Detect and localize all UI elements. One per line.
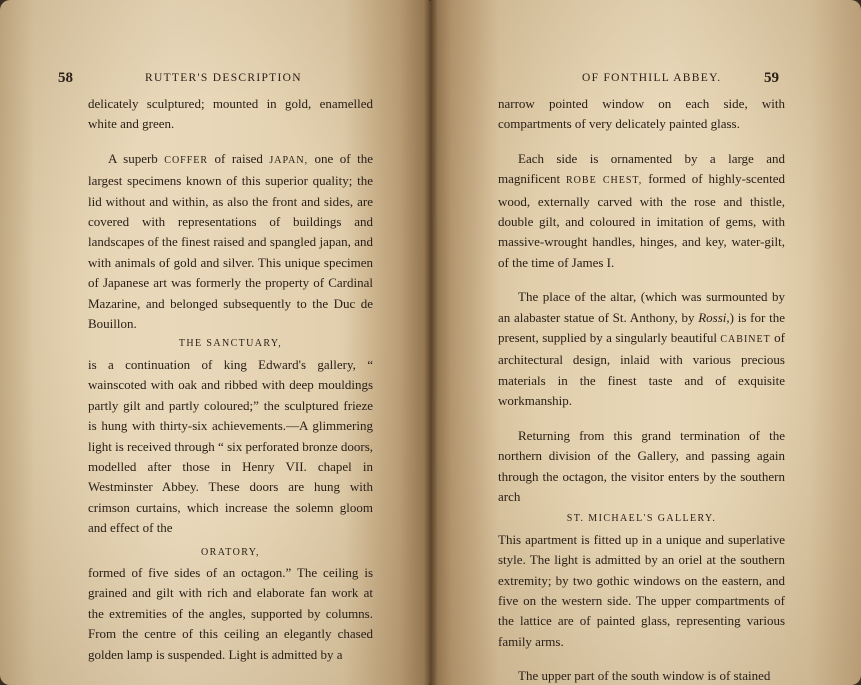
paragraph: formed of five sides of an octagon.” The ceiling is grained and gilt with rich and elaborate fan work at the extremities of the angles, supported by columns. From the centre of this ceiling an elegantly chased golden lamp is suspended. Light is admitted by a	[88, 564, 373, 662]
book-gutter	[424, 0, 438, 685]
right-page-number: 59	[764, 70, 779, 86]
paragraph: A superb COFFER of raised JAPAN, one of the largest specimens known of this superior quality; the lid without and within, as also the front and sides, are covered with representations of buildings and landscapes of the finest raised and spangled japan, and with animals of gold and silver. This unique specimen of Japanese art was formerly the property of Cardinal Mazarine, and belonged subsequently to the Duc de Bouillon.	[88, 150, 373, 332]
left-running-head: RUTTER'S DESCRIPTION	[145, 72, 302, 84]
right-page-body	[498, 94, 785, 685]
right-running-head: OF FONTHILL ABBEY.	[582, 72, 722, 84]
left-page-body	[88, 94, 373, 665]
paragraph: Each side is ornamented by a large and magnificent ROBE CHEST, formed of highly-scented wood, externally carved with the rose and thistle, double gilt, and coloured in imitation of gems, with massive-wrought handles, hinges, and key, water-gilt, of the time of James I.	[498, 150, 785, 270]
section-heading: ST. MICHAEL'S GALLERY.	[566, 513, 717, 525]
left-page	[0, 0, 430, 685]
paragraph: The upper part of the south window is of stained	[518, 668, 771, 684]
paragraph: The place of the altar, (which was surmounted by an alabaster statue of St. Anthony, by Rossi,) is for the present, supplied by a singularly beautiful CABINET of architectural design, inlaid with various precious materials in the finest taste and of exquisite workmanship.	[498, 289, 785, 409]
paragraph: This apartment is fitted up in a unique and superlative style. The light is admitted by an oriel at the southern extremity; by two gothic windows on the eastern, and five on the western side. The upper compartments of the lattice are of painted glass, representing various family arms.	[498, 531, 785, 649]
paragraph: delicately sculptured; mounted in gold, enamelled white and green.	[88, 96, 373, 132]
left-page-number: 58	[58, 70, 73, 86]
paragraph: is a continuation of king Edward's gallery, “ wainscoted with oak and ribbed with deep mouldings partly gilt and partly coloured;” the sculptured frieze is hung with thirty-six achievements.—A glimmering light is received through “ six perforated bronze doors, modelled after those in Henry VII. chapel in Westminster Abbey. These doors are hung with crimson curtains, which increase the solemn gloom and effect of the	[88, 356, 373, 536]
paragraph: Returning from this grand termination of the northern division of the Gallery, and passing again through the octagon, the visitor enters by the southern arch	[498, 427, 785, 504]
section-heading: THE SANCTUARY,	[178, 338, 283, 350]
right-page	[430, 0, 861, 685]
paragraph: narrow pointed window on each side, with compartments of very delicately painted glass.	[498, 96, 785, 132]
section-heading: ORATORY,	[201, 546, 260, 558]
